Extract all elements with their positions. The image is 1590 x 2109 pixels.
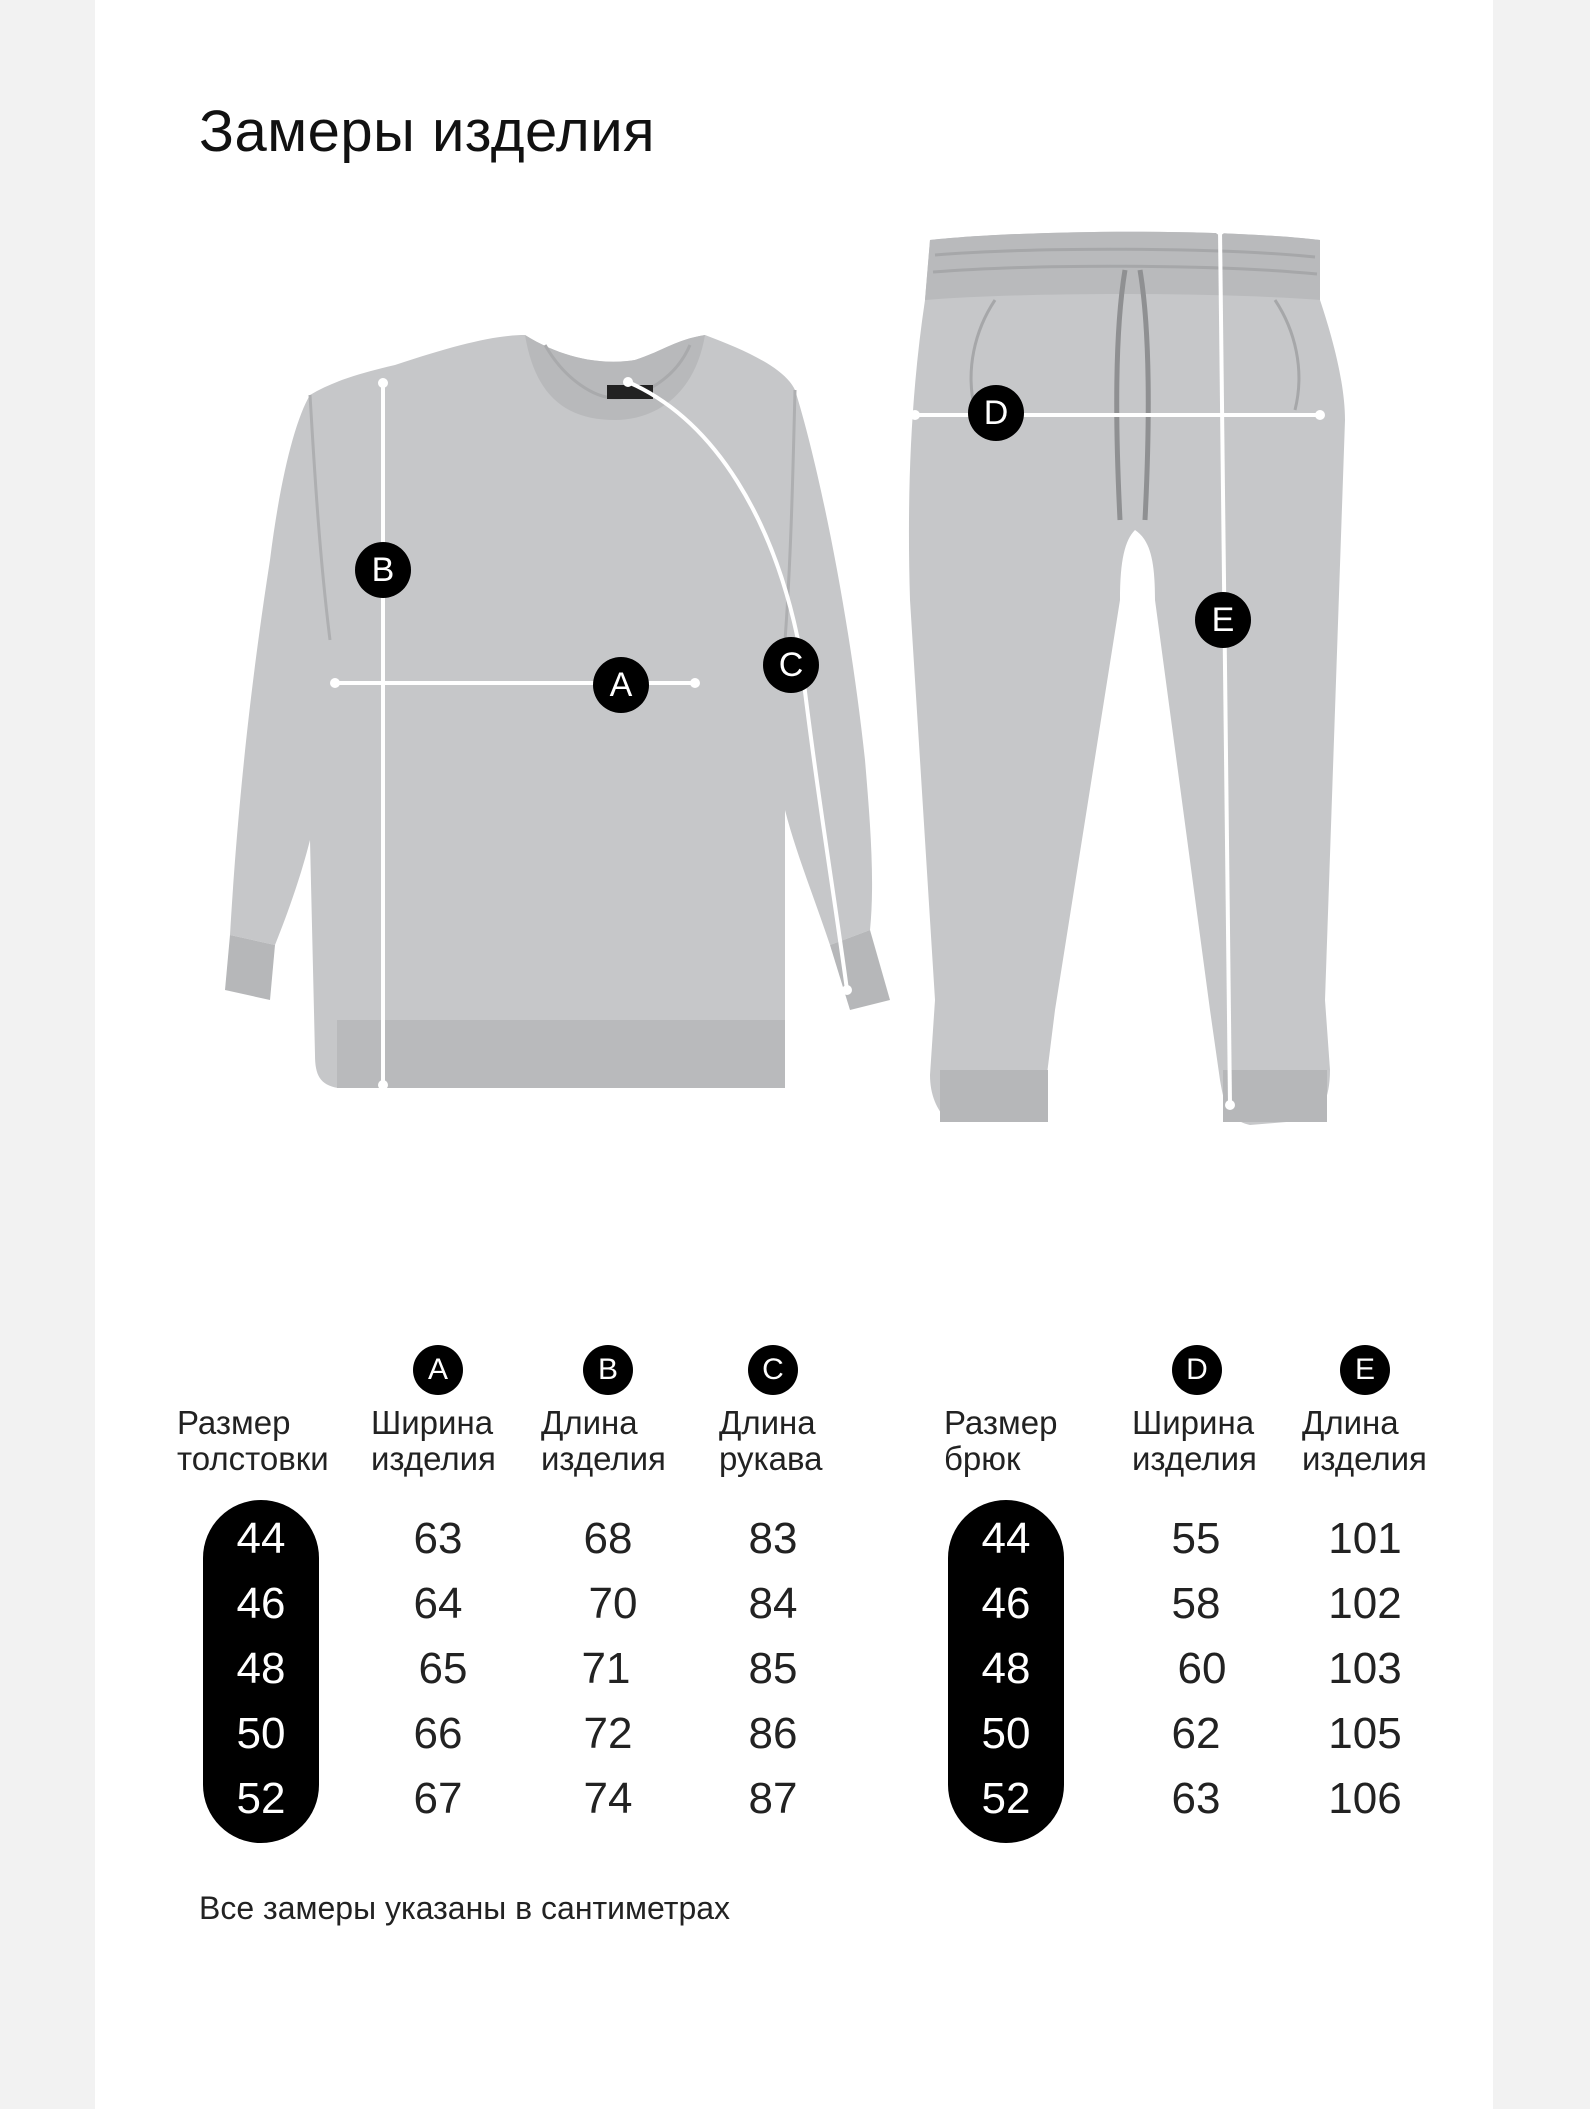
hoodie-cell: 85 [748,1644,798,1693]
svg-text:A: A [609,666,633,704]
hoodie-cell: 87 [748,1774,798,1823]
garment-illustration [95,0,1493,1280]
pants-cell: 102 [1328,1579,1402,1628]
pants-size-46: 46 [981,1579,1031,1628]
hoodie-cell: 68 [583,1514,633,1563]
label-a [593,657,649,713]
col-a-marker: A [413,1345,463,1395]
hoodie-cell: 83 [748,1514,798,1563]
pants-size-44: 44 [981,1514,1031,1563]
col-a-header: Ширина изделия [371,1404,496,1477]
svg-text:E: E [1211,601,1235,639]
label-b [355,542,411,598]
pants-cell: 60 [1177,1644,1227,1693]
label-c [763,637,819,693]
col-b-header: Длина изделия [541,1404,666,1477]
svg-text:D: D [983,394,1009,432]
page-title: Замеры изделия [199,99,656,164]
label-e [1195,592,1251,648]
col-e-header: Длина изделия [1302,1404,1427,1477]
pants-size-header: Размер брюк [944,1404,1058,1477]
sweatshirt-image [225,335,890,1088]
col-c-marker: C [748,1345,798,1395]
hoodie-cell: 86 [748,1709,798,1758]
label-d [968,385,1024,441]
col-d-header: Ширина изделия [1132,1404,1257,1477]
pants-cell: 63 [1171,1774,1221,1823]
hoodie-size-52: 52 [236,1774,286,1823]
hoodie-size-50: 50 [236,1709,286,1758]
pants-cell: 105 [1328,1709,1402,1758]
footnote: Все замеры указаны в сантиметрах [199,1890,731,1926]
pants-image [909,232,1345,1125]
hoodie-cell: 74 [583,1774,633,1823]
pants-cell: 58 [1171,1579,1221,1628]
hoodie-cell: 64 [413,1579,463,1628]
pants-size-50: 50 [981,1709,1031,1758]
col-e-marker: E [1340,1345,1390,1395]
hoodie-size-46: 46 [236,1579,286,1628]
pants-cell: 106 [1328,1774,1402,1823]
pants-size-52: 52 [981,1774,1031,1823]
col-d-marker: D [1172,1345,1222,1395]
hoodie-cell: 66 [413,1709,463,1758]
hoodie-cell: 84 [748,1579,798,1628]
hoodie-cell: 71 [581,1644,631,1693]
pants-cell: 55 [1171,1514,1221,1563]
pants-cell: 101 [1328,1514,1402,1563]
hoodie-size-44: 44 [236,1514,286,1563]
pants-cell: 103 [1328,1644,1402,1693]
pants-cell: 62 [1171,1709,1221,1758]
svg-text:C: C [778,646,804,684]
hoodie-cell: 72 [583,1709,633,1758]
col-c-header: Длина рукава [719,1404,823,1477]
hoodie-cell: 65 [418,1644,468,1693]
hoodie-cell: 70 [588,1579,638,1628]
hoodie-size-48: 48 [236,1644,286,1693]
pants-size-48: 48 [981,1644,1031,1693]
svg-text:B: B [371,551,395,589]
hoodie-size-header: Размер толстовки [177,1404,329,1477]
hoodie-cell: 63 [413,1514,463,1563]
col-b-marker: B [583,1345,633,1395]
size-chart-sheet [95,0,1493,2109]
hoodie-cell: 67 [413,1774,463,1823]
